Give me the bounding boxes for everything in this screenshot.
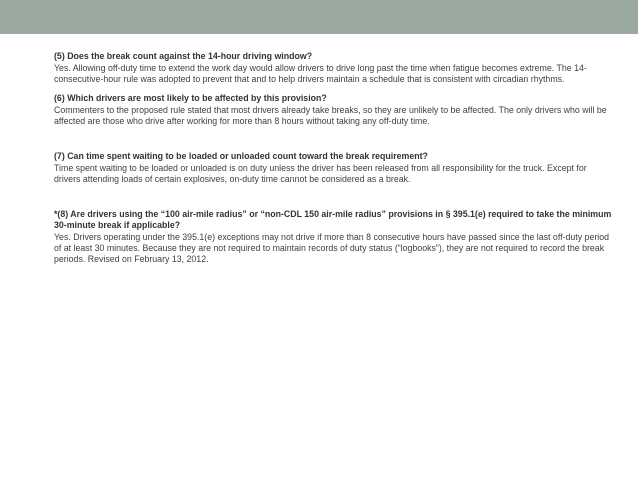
faq-item-7 (54, 151, 614, 185)
faq-item-8 (54, 209, 614, 265)
faq-item-6 (54, 93, 614, 127)
faq-question-8: *(8) Are drivers using the “100 air-mile radius” or “non-CDL 150 air-mile radius” provisions in § 395.1(e) required to take the minimum 30-minute break if applicable? (54, 209, 612, 230)
faq-question-6: (6) Which drivers are most likely to be affected by this provision? (54, 93, 327, 103)
slide-body (54, 51, 614, 281)
faq-item-5 (54, 51, 614, 85)
faq-answer-7: Time spent waiting to be loaded or unloaded is on duty unless the driver has been released from all responsibility for the truck. Except for drivers attending loads of certain explosives, on-duty time cannot be considered as a break. (54, 163, 587, 184)
faq-answer-6: Commenters to the proposed rule stated that most drivers already take breaks, so they are unlikely to be affected. The only drivers who will be affected are those who drive after working for more than 8 hours without taking any off-duty time. (54, 105, 607, 126)
faq-question-7: (7) Can time spent waiting to be loaded or unloaded count toward the break requirement? (54, 151, 428, 161)
faq-question-5: (5) Does the break count against the 14-hour driving window? (54, 51, 313, 61)
faq-answer-8: Yes. Drivers operating under the 395.1(e) exceptions may not drive if more than 8 consecutive hours have passed since the last off-duty period of at least 30 minutes. Because they are not required to maintain records of duty status (“logbooks”), they are not required to record the break periods. Revised on February 13, 2012. (54, 232, 610, 264)
header-band (0, 0, 638, 34)
faq-answer-5: Yes. Allowing off-duty time to extend the work day would allow drivers to drive long past the time when fatigue becomes extreme. The 14-consecutive-hour rule was adopted to prevent that and to help drivers maintain a schedule that is consistent with circadian rhythms. (54, 63, 587, 84)
